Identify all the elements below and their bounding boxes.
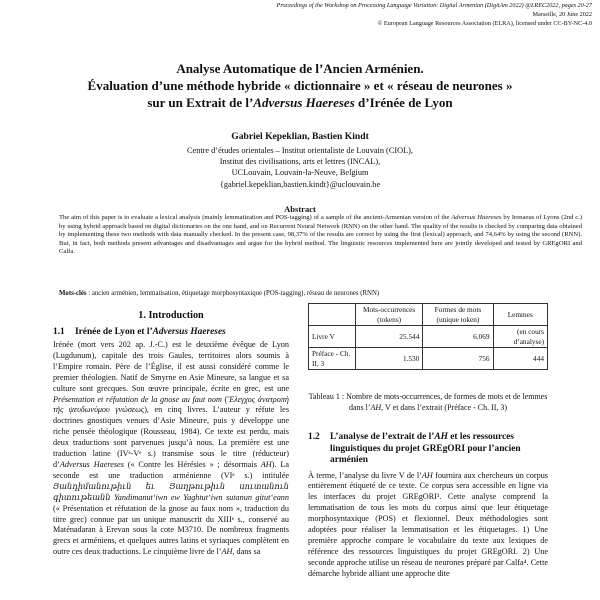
affiliation (20, 145, 580, 190)
intro-text-c: ), en cinq livres. L’auteur y réfute les doctrines gnostiques venues d’Asie Mineure, puis y développe une riche pensée théologique (Rousseau, 1984). Ce texte est perdu, mais deux traductions sont parvenues jusqu’à nous. La première est une traduction latine (IVᵉ-Vᵉ s.) transmise sous le titre (réducteur) d’ (53, 405, 290, 469)
abstract-part-1: The aim of this paper is to evaluate a lexical analysis (mainly lemmatization and POS-tagging) of a sample of the ancient-Armenian version of the (59, 214, 452, 221)
intro-text-e: ). La seconde est une traduction arménienne (VIᵉ s.) intitulée (53, 459, 289, 480)
table-cell: 25.544 (355, 326, 422, 348)
analysis-paragraph (308, 471, 548, 580)
subsection-title-italic: Adversus Haereses (152, 327, 226, 337)
intro-text-d: (« Contre les Hérésies » ; désormais (123, 459, 261, 469)
title-line-3-pre: sur un Extrait de l’ (147, 95, 254, 110)
table-cell: (en cours d’analyse) (493, 326, 547, 348)
header-line-3: © European Language Resources Association (ELRA), licensed under CC-BY-NC-4.0 (377, 20, 592, 27)
subsection-title-post: et les ressources linguistiques du projet GREgORI pour l’ancien arménien (330, 432, 521, 465)
table-header-cell: Lemmes (493, 304, 547, 326)
intro-text-b: ( (221, 394, 228, 404)
section-1-heading: 1. Introduction (138, 310, 204, 321)
left-column (53, 309, 289, 558)
affiliation-email: {gabriel.kepeklian,bastien.kindt}@uclouvain.be (219, 179, 381, 189)
caption-post: , V et dans l’extrait (Préface - Ch. II, 3) (381, 402, 508, 412)
analysis-text-b: fournira aux chercheurs un corpus entièrement étiqueté de ce texte. Ce corpus sera accessible en ligne via les interfaces du projet GREgORI³. Cette analyse comprend la lemmatisation de tous les mots du corpus ainsi que leur étiquetage morphosyntaxique (POS) et flexionnel. Deux méthodologies sont adoptées pour réaliser la lemmatisation et les étiquetages. 1) Une première approche compare le vocabulaire du texte aux lexiques de référence des ressources linguistiques du projet GREgORI. 2) Une seconde approche utilise un réseau de neurones préparé par Calfa⁴. Cette démarche hybride alliant une approche dite (308, 470, 548, 578)
subsection-1-1-heading (53, 326, 289, 338)
subsection-number: 1.1 (53, 327, 65, 337)
intro-paragraph (53, 340, 289, 558)
table-row (309, 326, 548, 348)
title-line-3-italic: Adversus Haereses (253, 95, 355, 110)
paper-title (20, 60, 580, 111)
subsection-title (330, 432, 548, 467)
intro-italic-a: Présentation et réfutation de la gnose au faut nom (53, 394, 222, 404)
subsection-title-italic: AH (434, 432, 448, 442)
caption-pre: Tableau 1 : Nombre de mots-occurrences, de formes de mots et de lemmes dans l’ (308, 392, 548, 412)
right-column (308, 432, 548, 580)
table-cell: Livre V (309, 326, 356, 348)
affiliation-line-2: Institut des civilisations, arts et lettres (INCAL), (219, 157, 381, 167)
title-line-2: Évaluation d’une méthode hybride « dictionnaire » et « réseau de neurones » (87, 78, 513, 93)
token-count-table (308, 303, 548, 370)
table-cell: 6.069 (423, 326, 493, 348)
title-line-3 (20, 94, 580, 111)
proceedings-header (32, 1, 592, 28)
table-row (309, 348, 548, 370)
table-cell: 1.530 (355, 348, 422, 370)
table-cell: Préface - Ch. II, 3 (309, 348, 356, 370)
table-header-cell (309, 304, 356, 326)
intro-text-f: (« Présentation et réfutation de la gnose au faux nom », traduction du titre grec) connue par un unique manuscrit du XIIIᵉ s., conservé au Maténadaran à Erevan sous la cote M3710. De nombreux fragments grecs et arméniens, et quelques autres latins et syriaques complètent en outre ces deux traductions. Le cinquième livre de l’ (53, 503, 289, 557)
intro-italic-e: Յանդիմանութիւն եւ Յաղթութիւն սուտանուն գիտութեանն Yandimanut‘iwn ew Yaghtut‘iwn sutanun gitut‘eann (53, 481, 289, 502)
keywords-text: : ancien arménien, lemmatisation, étiquetage morphosyntaxique (POS-tagging), réseau de neurones (RNN) (86, 290, 380, 297)
table-header-cell: Formes de mots (unique token) (423, 304, 493, 326)
table-caption (308, 392, 548, 413)
subsection-1-2-heading (308, 432, 548, 467)
analysis-italic-a: AH (421, 470, 433, 480)
affiliation-line-1: Centre d’études orientales – Institut orientaliste de Louvain (CIOL), (186, 146, 414, 155)
table-header-cell: Mots-occurrences (tokens) (355, 304, 422, 326)
caption-italic: AH (370, 402, 382, 412)
header-line-2: Marseille, 20 June 2022 (532, 11, 592, 18)
authors: Gabriel Kepeklian, Bastien Kindt (231, 131, 369, 142)
affiliation-line-3: UCLouvain, Louvain-la-Neuve, Belgium (231, 168, 369, 178)
subsection-number: 1.2 (308, 432, 320, 442)
abstract-text (59, 214, 582, 257)
title-line-3-post: d’Irénée de Lyon (354, 95, 453, 110)
subsection-title-pre: Irénée de Lyon et l’ (75, 327, 153, 337)
intro-text-g: , dans sa (232, 547, 261, 557)
intro-italic-f: AH (221, 547, 233, 557)
abstract-heading: Abstract (284, 204, 316, 214)
table-header-row (309, 304, 548, 326)
table-cell: 444 (493, 348, 547, 370)
subsection-title-pre: L’analyse de l’extrait de l’ (330, 432, 435, 442)
intro-italic-c: Adversus Haereses (59, 459, 124, 469)
header-line-1: Proceedings of the Workshop on Processing Language Variation: Digital Armenian (DigitAm 2022) @LREC2022, pages 20-27 (276, 2, 592, 9)
title-line-1: Analyse Automatique de l’Ancien Arménien. (176, 61, 424, 76)
abstract-italic: Adversus Haereses (451, 214, 502, 221)
intro-text-a: Irénée (mort vers 202 ap. J.-C.) est le deuxième évêque de Lyon (Lugdunum), capitale des trois Gaules, territoires alors soumis à l’Empire romain. Père de l’Église, il est aussi considéré comme le premier théologien. Natif de Smyrne en Asie Mineure, sa langue et sa culture sont grecques. Son œuvre principale, écrite en grec, est une (53, 340, 289, 393)
keywords-label: Mots-clés (59, 290, 87, 297)
intro-italic-d: AH (260, 459, 272, 469)
keywords (59, 289, 582, 298)
intro-italic-b: Ἔλεγχος ἀνατροπὴ τῆς ψευδωνύμου γνώσεως (53, 394, 289, 415)
token-count-table-wrap (308, 303, 548, 370)
analysis-text-a: À terme, l’analyse du livre V de l’ (308, 470, 422, 480)
abstract-part-2: by Irenaeus of Lyons (2nd c.) by using hybrid approach based on digital dictionaries on the one hand, and on Recurrent Neural Network (RNN) on the other hand. The quality of the results is checked by comparing data obtained by implementing these two methods with data manually checked. In the present case, 98,37% of the results are correct by using the first (lexical) approach, and 74,64% by using the second (RNN). But, in fact, both methods present advantages and disadvantages and argue for the hybrid method. The linguistic resources implemented here are jointly developed and tested by GREgORI and Calfa. (59, 214, 582, 256)
table-cell: 756 (423, 348, 493, 370)
